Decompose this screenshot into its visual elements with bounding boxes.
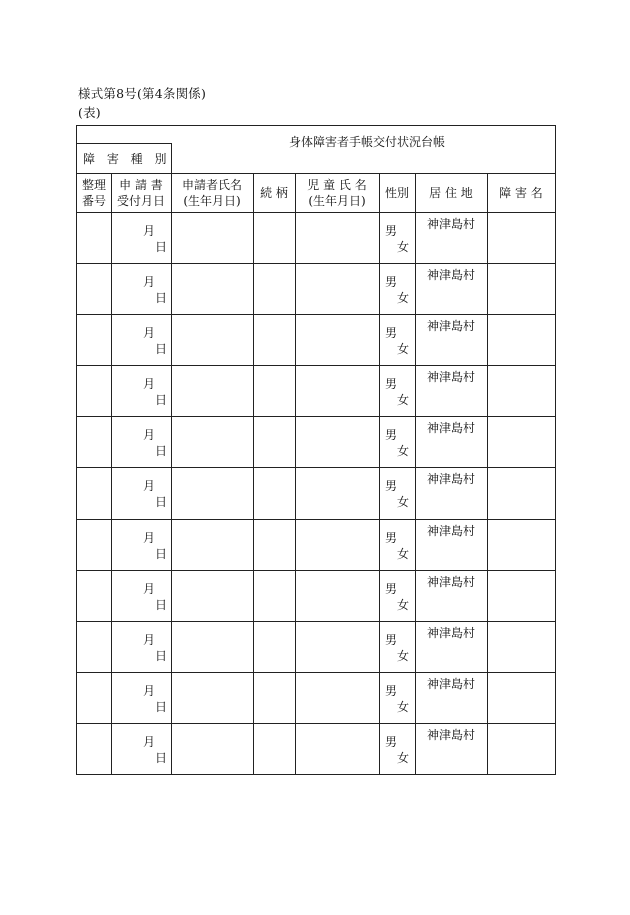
village-label: 神津島村	[426, 319, 475, 334]
row-rule	[77, 467, 555, 468]
category-label: 障 害 種 別	[83, 152, 171, 166]
month-label: 月	[143, 326, 156, 341]
day-label: 日	[155, 291, 168, 306]
female-label: 女	[397, 750, 410, 765]
row-rule	[77, 621, 555, 622]
female-label: 女	[397, 648, 410, 663]
column-header: 児 童 氏 名	[307, 178, 367, 192]
row-rule	[77, 519, 555, 520]
column-header-sub: 受付月日	[116, 194, 165, 208]
category-box-right	[171, 143, 172, 173]
male-label: 男	[385, 479, 398, 494]
month-label: 月	[143, 683, 156, 698]
village-label: 神津島村	[426, 268, 475, 283]
day-label: 日	[155, 240, 168, 254]
male-label: 男	[385, 275, 398, 290]
form-number: 様式第8号(第4条関係)	[78, 86, 207, 101]
ledger-title: 身体障害者手帳交付状況台帳	[288, 135, 445, 149]
female-label: 女	[397, 444, 410, 459]
female-label: 女	[397, 546, 410, 561]
village-label: 神津島村	[426, 421, 475, 436]
column-header: 申 請 書	[119, 178, 163, 192]
female-label: 女	[397, 291, 410, 306]
form-side-label: (表)	[78, 105, 101, 120]
ledger-table	[76, 125, 556, 775]
day-label: 日	[155, 495, 168, 510]
month-label: 月	[143, 632, 156, 647]
male-label: 男	[385, 326, 398, 341]
month-label: 月	[143, 377, 156, 392]
day-label: 日	[155, 750, 168, 765]
month-label: 月	[143, 479, 156, 494]
male-label: 男	[385, 632, 398, 647]
female-label: 女	[397, 495, 410, 510]
column-header-sub: (生年月日)	[308, 194, 366, 208]
female-label: 女	[397, 699, 410, 714]
village-label: 神津島村	[426, 370, 475, 385]
column-header: 障 害 名	[499, 186, 543, 200]
month-label: 月	[143, 734, 156, 749]
column-header: 続 柄	[260, 186, 288, 200]
header-bottom-rule	[77, 212, 555, 213]
male-label: 男	[385, 734, 398, 749]
month-label: 月	[143, 224, 156, 238]
male-label: 男	[385, 581, 398, 596]
row-rule	[77, 314, 555, 315]
day-label: 日	[155, 648, 168, 663]
female-label: 女	[397, 240, 410, 254]
column-header: 申請者氏名	[181, 178, 242, 192]
day-label: 日	[155, 699, 168, 714]
village-label: 神津島村	[426, 574, 475, 589]
month-label: 月	[143, 275, 156, 290]
column-header-sub: (生年月日)	[183, 194, 241, 208]
day-label: 日	[155, 342, 168, 357]
village-label: 神津島村	[426, 523, 475, 538]
day-label: 日	[155, 444, 168, 459]
column-header: 居 住 地	[429, 186, 473, 200]
row-rule	[77, 723, 555, 724]
header-top-rule	[77, 173, 555, 174]
row-rule	[77, 672, 555, 673]
category-box-top	[77, 143, 171, 144]
village-label: 神津島村	[426, 625, 475, 640]
month-label: 月	[143, 530, 156, 545]
column-header-sub: 番号	[81, 194, 106, 208]
row-rule	[77, 365, 555, 366]
female-label: 女	[397, 342, 410, 357]
day-label: 日	[155, 597, 168, 612]
village-label: 神津島村	[426, 472, 475, 487]
village-label: 神津島村	[426, 727, 475, 742]
row-rule	[77, 416, 555, 417]
male-label: 男	[385, 377, 398, 392]
female-label: 女	[397, 597, 410, 612]
male-label: 男	[385, 683, 398, 698]
male-label: 男	[385, 428, 398, 443]
male-label: 男	[385, 530, 398, 545]
female-label: 女	[397, 393, 410, 408]
male-label: 男	[385, 224, 398, 238]
village-label: 神津島村	[426, 676, 475, 691]
village-label: 神津島村	[426, 217, 475, 231]
column-header: 性別	[384, 186, 409, 200]
day-label: 日	[155, 546, 168, 561]
row-rule	[77, 570, 555, 571]
month-label: 月	[143, 581, 156, 596]
column-header: 整理	[81, 178, 106, 192]
day-label: 日	[155, 393, 168, 408]
row-rule	[77, 263, 555, 264]
month-label: 月	[143, 428, 156, 443]
